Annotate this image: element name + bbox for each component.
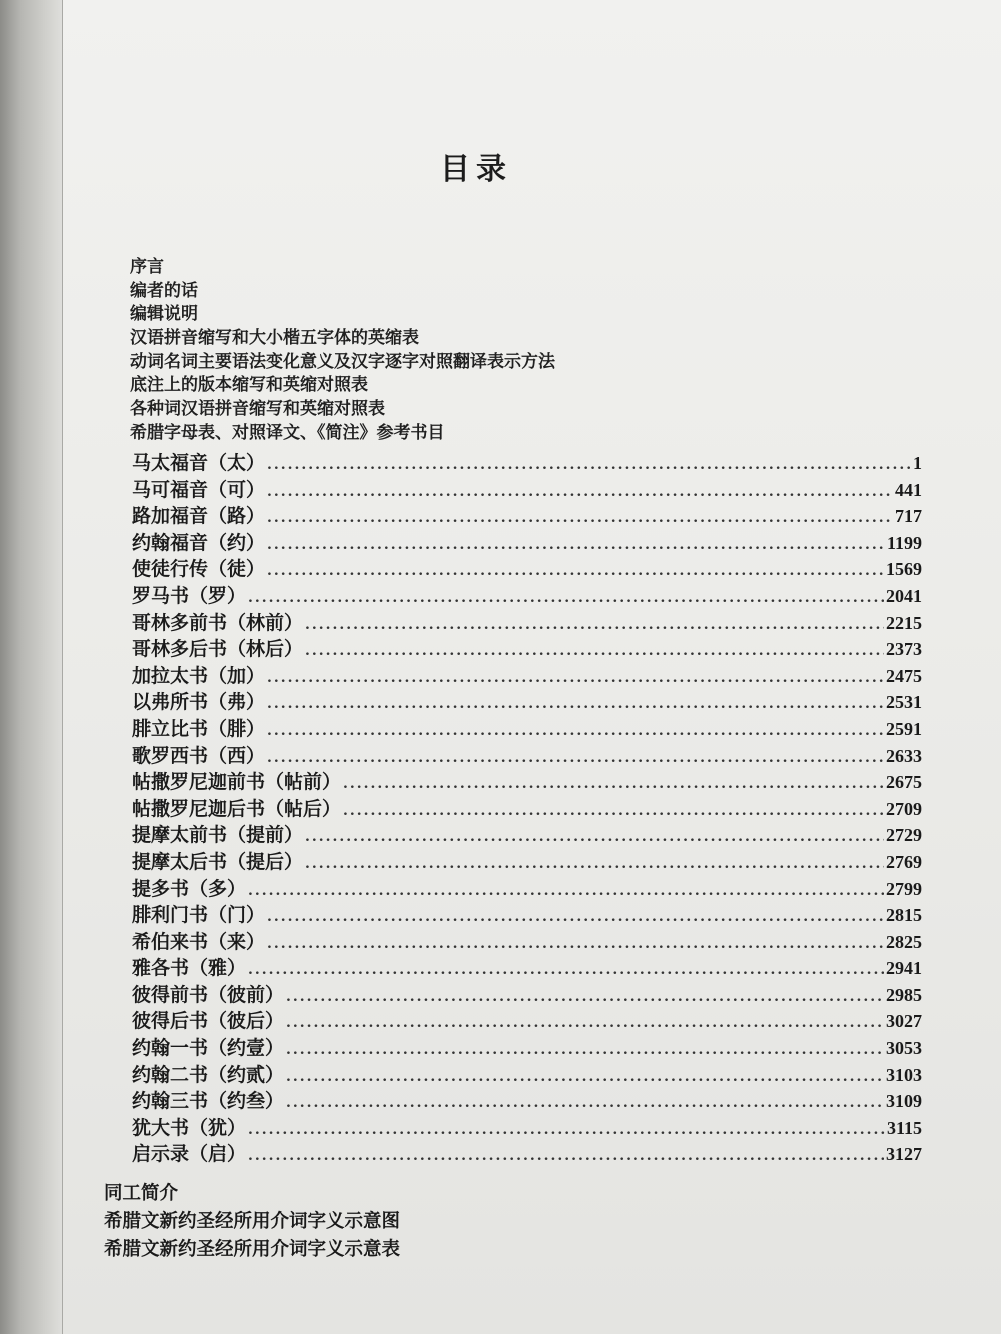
toc-entry — [132, 530, 922, 557]
entry-page: 2531 — [886, 692, 922, 713]
page-title: 目录 — [440, 152, 512, 187]
dot-leader — [267, 931, 884, 958]
entry-name: 以弗所书（弗） — [132, 691, 266, 714]
entry-name: 马可福音（可） — [132, 478, 266, 501]
front-matter-item: 各种词汉语拼音缩写和英缩对照表 — [130, 399, 385, 420]
front-matter-item: 动词名词主要语法变化意义及汉字逐字对照翻译表示方法 — [130, 351, 555, 372]
toc-entry — [132, 822, 922, 849]
dot-leader — [267, 904, 884, 931]
entry-page: 2825 — [886, 931, 922, 952]
dot-leader — [286, 984, 884, 1011]
entry-page: 2373 — [886, 639, 922, 660]
dot-leader — [343, 771, 884, 798]
entry-name: 彼得前书（彼前） — [132, 983, 285, 1006]
entry-page: 2799 — [886, 878, 922, 899]
entry-page: 3115 — [886, 1117, 922, 1138]
dot-leader — [286, 1064, 884, 1091]
entry-name: 加拉太书（加） — [132, 664, 266, 687]
entry-name: 马太福音（太） — [132, 452, 266, 474]
entry-page: 2591 — [886, 718, 922, 739]
entry-name: 歌罗西书（西） — [132, 744, 266, 767]
toc-entry — [132, 1062, 922, 1089]
book-spine-edge — [0, 0, 70, 1334]
toc-entry — [132, 796, 922, 823]
entry-name: 帖撒罗尼迦后书（帖后） — [132, 797, 342, 820]
entry-page: 3109 — [886, 1091, 922, 1112]
toc-entry-list — [132, 450, 922, 1168]
front-matter-item: 汉语拼音缩写和大小楷五字体的英缩表 — [130, 328, 419, 349]
dot-leader — [267, 532, 885, 559]
toc-entry — [132, 902, 922, 929]
front-matter-item: 底注上的版本缩写和英缩对照表 — [130, 375, 368, 396]
entry-name: 约翰三书（约叁） — [132, 1090, 285, 1113]
entry-name: 约翰二书（约贰） — [132, 1063, 285, 1086]
dot-leader — [248, 878, 884, 905]
toc-entry — [132, 1035, 922, 1062]
entry-page: 717 — [895, 506, 922, 527]
entry-name: 路加福音（路） — [132, 505, 266, 528]
toc-entry — [132, 503, 922, 530]
entry-name: 希伯来书（来） — [132, 930, 266, 953]
entry-page: 1 — [913, 453, 922, 473]
entry-page: 2815 — [886, 905, 922, 926]
back-matter-list — [104, 1180, 904, 1264]
toc-entry — [132, 743, 922, 770]
dot-leader — [267, 479, 893, 506]
front-matter-item: 序言 — [130, 257, 164, 277]
entry-page: 2729 — [886, 825, 922, 846]
dot-leader — [248, 585, 884, 612]
toc-entry — [132, 450, 922, 477]
toc-entry — [132, 556, 922, 583]
entry-name: 约翰一书（约壹） — [132, 1037, 285, 1060]
dot-leader — [286, 1010, 884, 1037]
entry-name: 腓利门书（门） — [132, 904, 266, 927]
entry-page: 1199 — [886, 532, 922, 553]
entry-page: 441 — [895, 479, 922, 500]
back-matter-item: 希腊文新约圣经所用介词字义示意表 — [104, 1239, 401, 1260]
dot-leader — [248, 1117, 885, 1144]
entry-page: 2475 — [886, 665, 922, 686]
entry-name: 启示录（启） — [132, 1143, 247, 1166]
entry-page: 2633 — [886, 745, 922, 766]
toc-entry — [132, 769, 922, 796]
entry-page: 2215 — [886, 612, 922, 633]
toc-entry — [132, 876, 922, 903]
toc-entry — [132, 982, 922, 1009]
entry-name: 使徒行传（徒） — [132, 558, 266, 581]
back-matter-item: 希腊文新约圣经所用介词字义示意图 — [104, 1211, 401, 1232]
entry-page: 2941 — [886, 958, 922, 979]
dot-leader — [248, 957, 884, 984]
entry-name: 哥林多后书（林后） — [132, 638, 304, 661]
entry-name: 罗马书（罗） — [132, 584, 247, 607]
dot-leader — [305, 612, 884, 639]
entry-page: 2769 — [886, 851, 922, 872]
toc-entry — [132, 955, 922, 982]
toc-entry — [132, 610, 922, 637]
toc-entry — [132, 1141, 922, 1168]
front-matter-list — [130, 256, 890, 446]
toc-entry — [132, 477, 922, 504]
front-matter-item: 编者的话 — [130, 280, 198, 301]
entry-name: 帖撒罗尼迦前书（帖前） — [132, 771, 342, 794]
entry-name: 雅各书（雅） — [132, 957, 247, 980]
entry-page: 2041 — [886, 585, 922, 606]
dot-leader — [267, 558, 884, 585]
entry-page: 3027 — [886, 1011, 922, 1032]
dot-leader — [248, 1143, 884, 1170]
entry-page: 2675 — [886, 772, 922, 793]
toc-entry — [132, 1115, 922, 1142]
entry-page: 2709 — [886, 798, 922, 819]
front-matter-item: 编辑说明 — [130, 304, 198, 325]
toc-entry — [132, 1008, 922, 1035]
toc-entry — [132, 636, 922, 663]
toc-entry — [132, 689, 922, 716]
dot-leader — [305, 638, 884, 665]
dot-leader — [267, 745, 884, 772]
entry-name: 提多书（多） — [132, 877, 247, 900]
entry-name: 约翰福音（约） — [132, 531, 266, 554]
dot-leader — [343, 798, 884, 825]
entry-page: 3103 — [886, 1064, 922, 1085]
dot-leader — [267, 691, 884, 718]
entry-name: 提摩太前书（提前） — [132, 824, 304, 847]
entry-page: 3127 — [886, 1144, 922, 1165]
entry-page: 1569 — [886, 559, 922, 580]
toc-entry — [132, 849, 922, 876]
dot-leader — [267, 718, 884, 745]
entry-name: 提摩太后书（提后） — [132, 850, 304, 873]
dot-leader — [286, 1037, 884, 1064]
toc-entry — [132, 929, 922, 956]
toc-entry — [132, 583, 922, 610]
dot-leader — [305, 824, 884, 851]
toc-entry — [132, 716, 922, 743]
dot-leader — [305, 851, 884, 878]
entry-name: 彼得后书（彼后） — [132, 1010, 285, 1033]
back-matter-item: 同工简介 — [104, 1183, 179, 1204]
toc-entry — [132, 663, 922, 690]
dot-leader — [286, 1090, 884, 1117]
entry-name: 腓立比书（腓） — [132, 717, 266, 740]
dot-leader — [267, 505, 893, 532]
front-matter-item: 希腊字母表、对照译文、《简注》参考书目 — [130, 422, 445, 443]
entry-page: 2985 — [886, 984, 922, 1005]
dot-leader — [267, 452, 911, 479]
toc-entry — [132, 1088, 922, 1115]
entry-page: 3053 — [886, 1038, 922, 1059]
entry-name: 犹大书（犹） — [132, 1116, 247, 1139]
entry-name: 哥林多前书（林前） — [132, 611, 304, 634]
dot-leader — [267, 665, 884, 692]
